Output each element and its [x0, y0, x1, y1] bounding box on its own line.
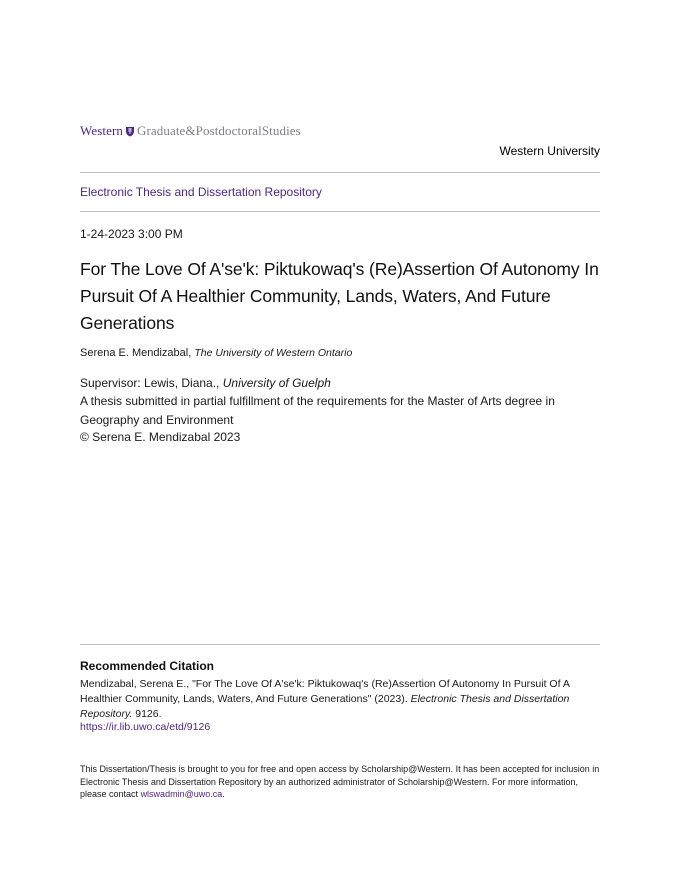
- western-graduate-logo[interactable]: [80, 124, 301, 138]
- university-name: Western University: [499, 144, 600, 158]
- citation-heading: Recommended Citation: [80, 659, 215, 673]
- supervisor-name: Supervisor: Lewis, Diana.,: [80, 376, 220, 390]
- footer-text: This Dissertation/Thesis is brought to you for free and open access by Scholarship@Western. It has been accepted for inclusion in Electronic Thesis and Dissertation Repository by an authorized administrator of Scholarship@Western. For more information, please contact: [80, 764, 600, 799]
- footer-notice: [80, 763, 600, 801]
- footer-end: .: [222, 789, 225, 799]
- citation-url-link[interactable]: https://ir.lib.uwo.ca/etd/9126: [80, 721, 211, 733]
- supervisor-affiliation: University of Guelph: [222, 376, 331, 390]
- citation-main: Mendizabal, Serena E., "For The Love Of A'se'k: Piktukowaq's (Re)Assertion Of Autonomy In Pursuit Of A Healthier Community, Lands, Waters, And Future Generations" (2023).: [80, 678, 570, 705]
- copyright-notice: © Serena E. Mendizabal 2023: [80, 430, 241, 444]
- contact-email-link[interactable]: wlswadmin@uwo.ca: [140, 789, 223, 799]
- thesis-date: 1-24-2023 3:00 PM: [80, 227, 183, 241]
- document-page: [80, 0, 600, 880]
- divider-top: [80, 172, 600, 173]
- divider-citation: [80, 644, 600, 645]
- thesis-title: For The Love Of A'se'k: Piktukowaq's (Re)Assertion Of Autonomy In Pursuit Of A Healthier Community, Lands, Waters, And Future Generations: [80, 259, 599, 333]
- degree-statement: A thesis submitted in partial fulfillment of the requirements for the Master of Arts degree in Geography and Environment: [80, 394, 555, 427]
- citation-number: 9126.: [135, 708, 162, 720]
- citation-journal: Electronic Thesis and Dissertation Repository.: [80, 693, 570, 720]
- supervisor-line: [80, 376, 331, 390]
- crest-icon: [125, 126, 135, 137]
- repository-link[interactable]: Electronic Thesis and Dissertation Repository: [80, 185, 322, 199]
- citation-text: [80, 677, 600, 722]
- author-name: Serena E. Mendizabal,: [80, 347, 192, 359]
- logo-graduate-text: Graduate&PostdoctoralStudies: [136, 123, 301, 138]
- divider-repository: [80, 211, 600, 212]
- author-line: [80, 347, 352, 359]
- author-affiliation: The University of Western Ontario: [194, 347, 353, 359]
- logo-western-text: Western: [80, 123, 123, 138]
